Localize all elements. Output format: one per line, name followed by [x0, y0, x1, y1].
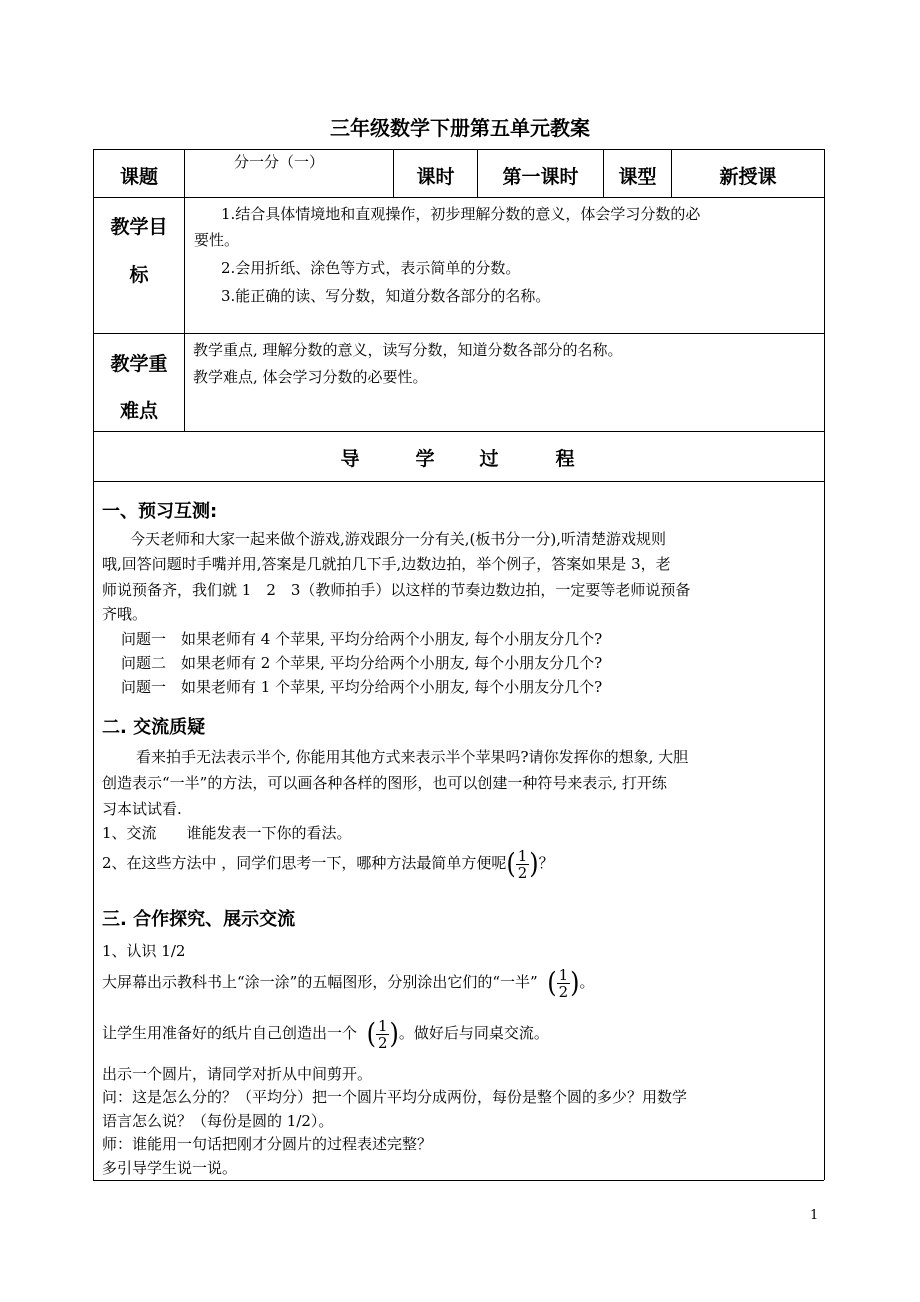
section-3-heading: 三. 合作探究、展示交流	[102, 909, 296, 930]
objective-1-cont: 要性。	[194, 231, 240, 249]
objectives-label-cont: 标	[129, 264, 149, 286]
section-2-paragraph: 看来拍手无法表示半个, 你能用其他方式来表示半个苹果吗?请你发挥你的想象, 大胆	[136, 748, 689, 766]
section-1-paragraph: 今天老师和大家一起来做个游戏,游戏跟分一分有关,(板书分一分),听清楚游戏规则	[130, 530, 667, 548]
section-1-paragraph-line: 哦,回答问题时手嘴并用,答案是几就拍几下手,边数边拍，举个例子，答案如果是 3，老	[102, 555, 671, 573]
section-3-line-4: 出示一个圆片，请同学对折从中间剪开。	[102, 1065, 373, 1083]
section-2-item-1: 1、交流 谁能发表一下你的看法。	[102, 824, 352, 842]
section-3-line-2: 大屏幕出示教科书上“涂一涂”的五幅图形，分别涂出它们的“一半” ( $\frac{1}{2}$ )。	[102, 965, 595, 1001]
section-2-heading: 二. 交流质疑	[102, 717, 206, 738]
topic-label: 课题	[119, 166, 158, 188]
keypoint-2: 教学难点, 体会学习分数的必要性。	[193, 368, 428, 386]
section-2-paragraph-line: 创造表示“一半”的方法，可以画各种各样的图形，也可以创建一种符号来表示, 打开练	[102, 774, 667, 792]
section-3-item-1: 1、认识 1/2	[102, 942, 186, 960]
section-2-item-2: 2、在这些方法中 ，同学们思考一下，哪种方法最简单方便呢( $\frac{1}{2}$ )？	[102, 846, 554, 882]
document-title: 三年级数学下册第五单元教案	[330, 116, 590, 140]
question-3: 问题一 如果老师有 1 个苹果, 平均分给两个小朋友, 每个小朋友分几个?	[121, 678, 603, 696]
type-label: 课型	[618, 166, 657, 188]
keypoints-label: 教学重	[110, 353, 168, 375]
objective-3: 3.能正确的读、写分数，知道分数各部分的名称。	[221, 287, 551, 305]
question-1: 问题一 如果老师有 4 个苹果, 平均分给两个小朋友, 每个小朋友分几个?	[121, 630, 603, 648]
question-2: 问题二 如果老师有 2 个苹果, 平均分给两个小朋友, 每个小朋友分几个?	[121, 654, 603, 672]
period-label: 课时	[416, 166, 455, 188]
section-1-paragraph-line: 齐哦。	[102, 605, 148, 623]
section-1-heading: 一、预习互测:	[102, 501, 218, 522]
section-1-paragraph-line: 师说预备齐，我们就 1 2 3（教师拍手）以这样的节奏边数边拍，一定要等老师说预备	[102, 581, 691, 599]
section-3-line-6: 语言怎么说？（每份是圆的 1/2）。	[102, 1112, 334, 1130]
section-3-line-3: 让学生用准备好的纸片自己创造出一个 ( $\frac{1}{2}$ )。做好后与同桌交流。	[102, 1016, 549, 1052]
topic-value: 分一分（一）	[234, 153, 325, 171]
type-value: 新授课	[719, 166, 777, 188]
objective-2: 2.会用折纸、涂色等方式，表示简单的分数。	[221, 259, 521, 277]
fraction-one-half: $\frac{1}{2}$	[517, 846, 528, 882]
section-3-line-5: 问：这是怎么分的？（平均分）把一个圆片平均分成两份，每份是整个圆的多少？用数学	[102, 1088, 688, 1106]
keypoint-1: 教学重点, 理解分数的意义，读写分数，知道分数各部分的名称。	[193, 341, 623, 359]
fraction-one-half: $\frac{1}{2}$	[558, 965, 569, 1001]
fraction-one-half: $\frac{1}{2}$	[377, 1016, 388, 1052]
section-2-paragraph-line: 习本试试看.	[102, 800, 182, 818]
page-number: 1	[810, 1208, 819, 1223]
objectives-label: 教学目	[110, 216, 168, 238]
section-3-line-7: 师：谁能用一句话把刚才分圆片的过程表述完整？	[102, 1135, 433, 1153]
objective-1: 1.结合具体情境地和直观操作，初步理解分数的意义，体会学习分数的必	[221, 205, 701, 223]
period-value: 第一课时	[502, 166, 579, 188]
section-3-line-8: 多引导学生说一说。	[102, 1159, 238, 1177]
keypoints-label-cont: 难点	[119, 400, 158, 422]
